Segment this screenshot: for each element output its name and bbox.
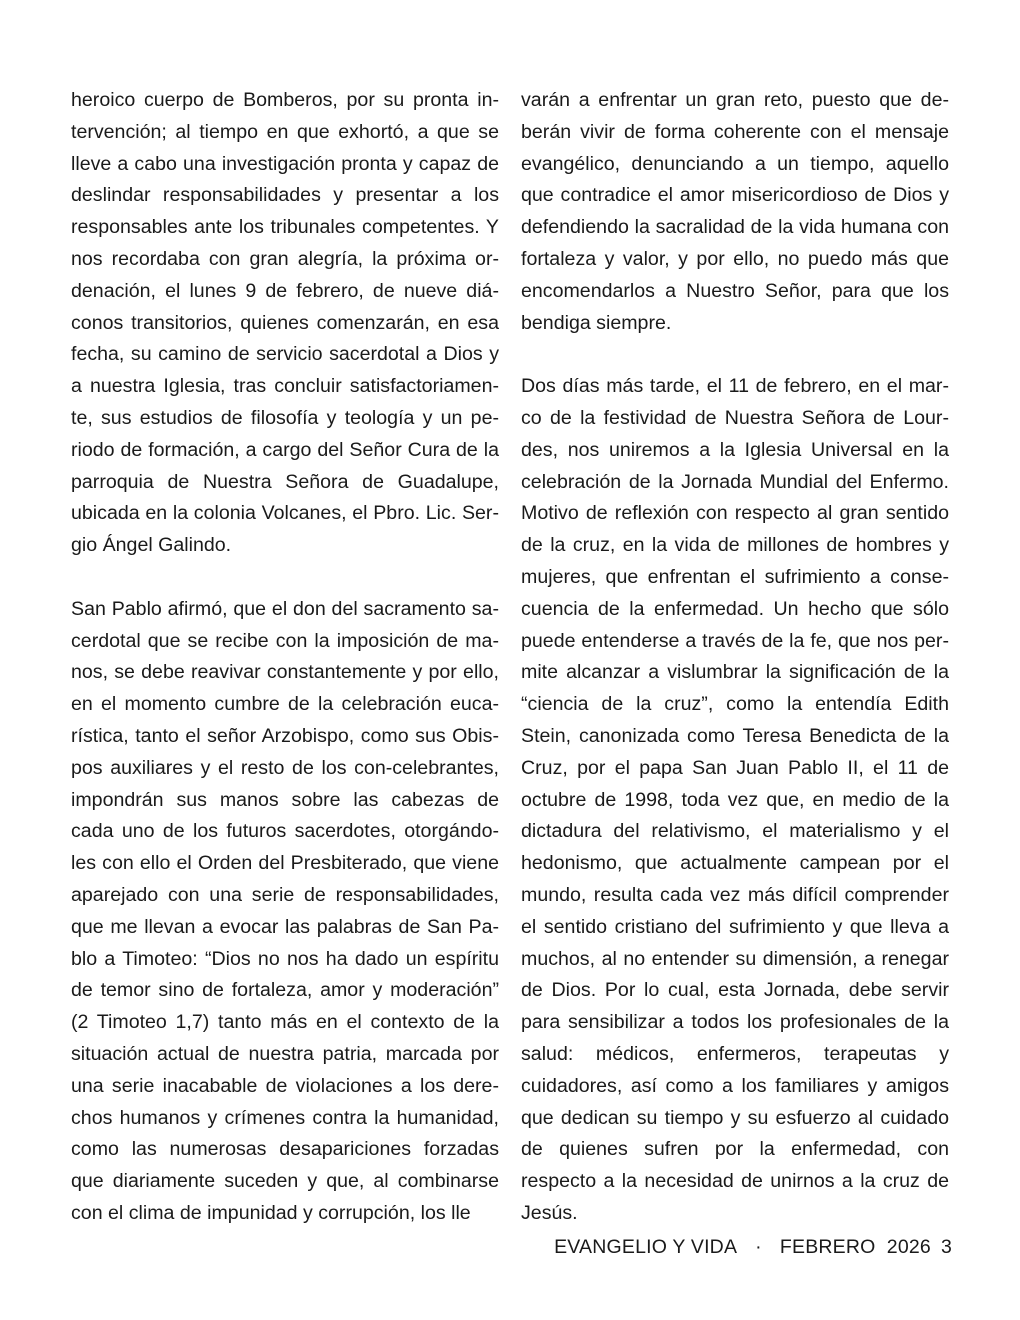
page-footer [554,1236,952,1259]
left-column [71,85,499,1230]
right-column [521,85,949,1230]
page-number: 3 [940,1236,952,1258]
issue-date: FEBRERO 2026 [779,1236,931,1258]
footer-separator: · [755,1236,762,1258]
publication-name: EVANGELIO Y VIDA [554,1236,738,1258]
paragraph-jornada-enfermo: Dos días más tarde, el 11 de febrero, en el marco de la festividad de Nuestra Señora de Lourdes, nos uniremos a la Iglesia Universal en la celebración de la Jornada Mundial del Enfermo. Motivo de reflexión con respecto al gran sentido de la cruz, en la vida de millones de hombres y mujeres, que enfrentan el sufrimiento a consecuencia de la enfermedad. Un hecho que sólo puede entenderse a través de la fe, que nos permite alcanzar a vislumbrar la significación de la “ciencia de la cruz”, como la entendía Edith Stein, canonizada como Teresa Benedicta de la Cruz, por el papa San Juan Pablo II, el 11 de octubre de 1998, toda vez que, en medio de la dictadura del relativismo, el materialismo y el hedonismo, que actualmente campean por el mundo, resulta cada vez más difícil comprender el sentido cristiano del sufrimiento y que lleva a muchos, al no entender su dimensión, a renegar de Dios. Por lo cual, esta Jornada, debe servir para sensibilizar a todos los profesionales de la salud: médicos, enfermeros, terapeutas y cuidadores, así como a los familiares y amigos que dedican su tiempo y su esfuerzo al cuidado de quienes sufren por la enfermedad, con respecto a la necesidad de unirnos a la cruz de Jesús. [521,375,949,1224]
paragraph-bomberos-ordenacion: heroico cuerpo de Bomberos, por su pronta intervención; al tiempo en que exhortó, a que se lleve a cabo una investigación pronta y capaz de deslindar responsabilidades y presentar a los responsables ante los tribunales competentes. Y nos recordaba con gran alegría, la próxima ordenación, el lunes 9 de febrero, de nueve diáconos transitorios, quienes comenzarán, en esa fecha, su camino de servicio sacerdotal a Dios y a nuestra Iglesia, tras concluir satisfactoriamente, sus estudios de filosofía y teología y un periodo de formación, a cargo del Señor Cura de la parroquia de Nuestra Señora de Guadalupe, ubicada en la colonia Volcanes, el Pbro. Lic. Sergio Ángel Galindo. [71,89,499,557]
paragraph-san-pablo: San Pablo afirmó, que el don del sacramento sacerdotal que se recibe con la imposición de manos, se debe reavivar constantemente y por ello, en el momento cumbre de la celebración eucarística, tanto el señor Arzobispo, como sus Obispos auxiliares y el resto de los con-celebrantes, impondrán sus manos sobre las cabezas de cada uno de los futuros sacerdotes, otorgándoles con ello el Orden del Presbiterado, que viene aparejado con una serie de responsabilidades, que me llevan a evocar las palabras de San Pablo a Timoteo: “Dios no nos ha dado un espíritu de temor sino de fortaleza, amor y moderación” (2 Timoteo 1,7) tanto más en el contexto de la situación actual de nuestra patria, marcada por una serie inacabable de violaciones a los derechos humanos y crímenes contra la humanidad, como las numerosas desapariciones forzadas que diariamente suceden y que, al combinarse con el clima de impunidad y corrupción, los lle [71,597,499,1224]
paragraph-reto-evangelico: varán a enfrentar un gran reto, puesto que deberán vivir de forma coherente con el mensaje evangélico, denunciando a un tiempo, aquello que contradice el amor misericordioso de Dios y defendiendo la sacralidad de la vida humana con fortaleza y valor, y por ello, no puedo más que encomendarlos a Nuestro Señor, para que los bendiga siempre. [521,89,949,334]
